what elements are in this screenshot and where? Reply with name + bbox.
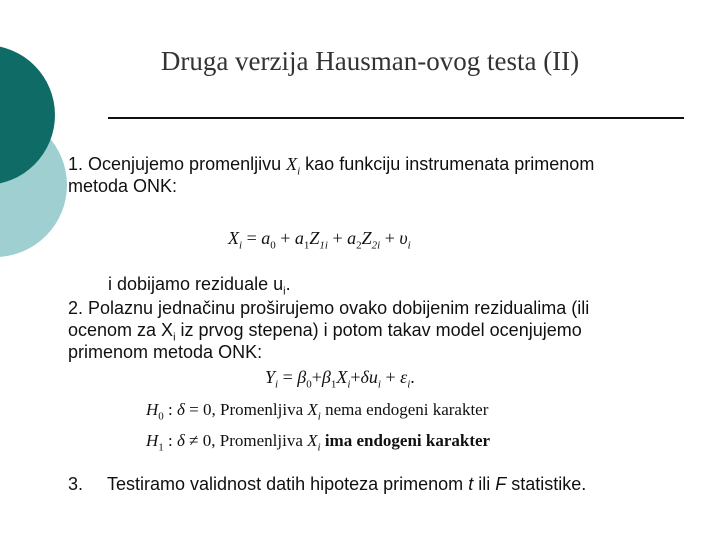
decorative-circles — [0, 0, 120, 300]
step1-line2: metoda ONK: — [68, 176, 178, 196]
step1-line1: 1. Ocenjujemo promenljivu $X_i$ kao funkciju instrumenata primenom — [68, 154, 595, 178]
equation-augmented: $Y_i = \beta_0+\beta_1X_i+\delta u_i + \varepsilon_i$. — [265, 367, 415, 391]
step3-text: Testiramo validnost datih hipoteza primenom t ili F statistike. — [107, 474, 587, 494]
residuals-line: i dobijamo reziduale $u_i$. — [108, 274, 291, 298]
hypothesis-h1: $H_1$ : δ ≠ 0, Promenljiva $X_i$ ima endogeni karakter — [146, 431, 491, 454]
slide-title: Druga verzija Hausman-ovog testa (II) — [160, 46, 580, 76]
step2-line2: ocenom za $X_i$ iz prvog stepena) i potom takav model ocenjujemo — [68, 320, 582, 344]
equation-first-stage: $X_i = a_0 + a_1Z_{1i} + a_2Z_{2i} + \upsilon_i$ — [228, 228, 411, 252]
step3-number: 3. — [68, 474, 84, 494]
hypothesis-h0: $H_0$ : δ = 0, Promenljiva $X_i$ nema endogeni karakter — [146, 400, 489, 423]
step2-line1: 2. Polaznu jednačinu proširujemo ovako dobijenim rezidualima (ili — [68, 298, 590, 318]
title-divider — [108, 117, 684, 119]
step2-line3: primenom metoda ONK: — [68, 342, 263, 362]
